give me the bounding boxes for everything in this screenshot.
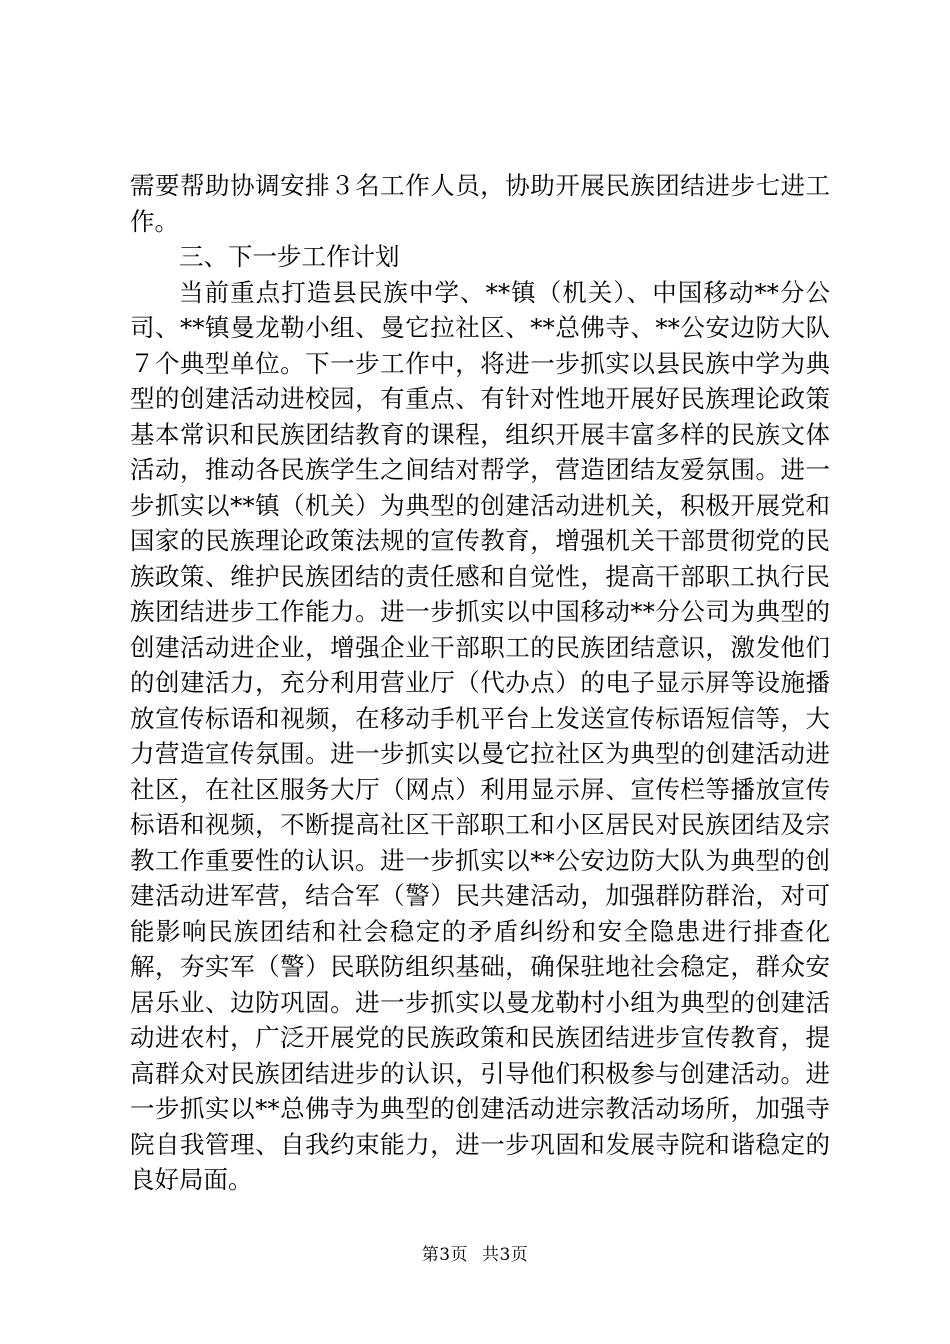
page-footer [0, 1240, 950, 1265]
page-number-total: 共3页 [481, 1245, 529, 1265]
page-number-current: 第3页 [421, 1245, 469, 1265]
section-heading: 三、下一步工作计划 [179, 242, 400, 271]
paragraph-work-plan: 当前重点打造县民族中学、**镇（机关）、中国移动**分公司、**镇曼龙勒小组、曼它拉社区、**总佛寺、**公安边防大队７个典型单位。下一步工作中，将进一步抓实以县民族中学为典型的创建活动进校园，有重点、有针对性地开展好民族理论政策基本常识和民族团结教育的课程，组织开展丰富多样的民族文体活动，推动各民族学生之间结对帮学，营造团结友爱氛围。进一步抓实以**镇（机关）为典型的创建活动进机关，积极开展党和国家的民族理论政策法规的宣传教育，增强机关干部贯彻党的民族政策、维护民族团结的责任感和自觉性，提高干部职工执行民族团结进步工作能力。进一步抓实以中国移动**分公司为典型的创建活动进企业，增强企业干部职工的民族团结意识，激发他们的创建活力，充分利用营业厅（代办点）的电子显示屏等设施播放宣传标语和视频，在移动手机平台上发送宣传标语短信等，大力营造宣传氛围。进一步抓实以曼它拉社区为典型的创建活动进社区，在社区服务大厅（网点）利用显示屏、宣传栏等播放宣传标语和视频，不断提高社区干部职工和小区居民对民族团结及宗教工作重要性的认识。进一步抓实以**公安边防大队为典型的创建活动进军营，结合军（警）民共建活动，加强群防群治，对可能影响民族团结和社会稳定的矛盾纠纷和安全隐患进行排查化解，夯实军（警）民联防组织基础，确保驻地社会稳定，群众安居乐业、边防巩固。进一步抓实以曼龙勒村小组为典型的创建活动进农村，广泛开展党的民族政策和民族团结进步宣传教育，提高群众对民族团结进步的认识，引导他们积极参与创建活动。进一步抓实以**总佛寺为典型的创建活动进宗教活动场所，加强寺院自我管理、自我约束能力，进一步巩固和发展寺院和谐稳定的良好局面。 [130, 277, 830, 1194]
paragraph-continuation: 需要帮助协调安排３名工作人员，协助开展民族团结进步七进工作。 [130, 171, 830, 236]
document-body [130, 168, 830, 1198]
